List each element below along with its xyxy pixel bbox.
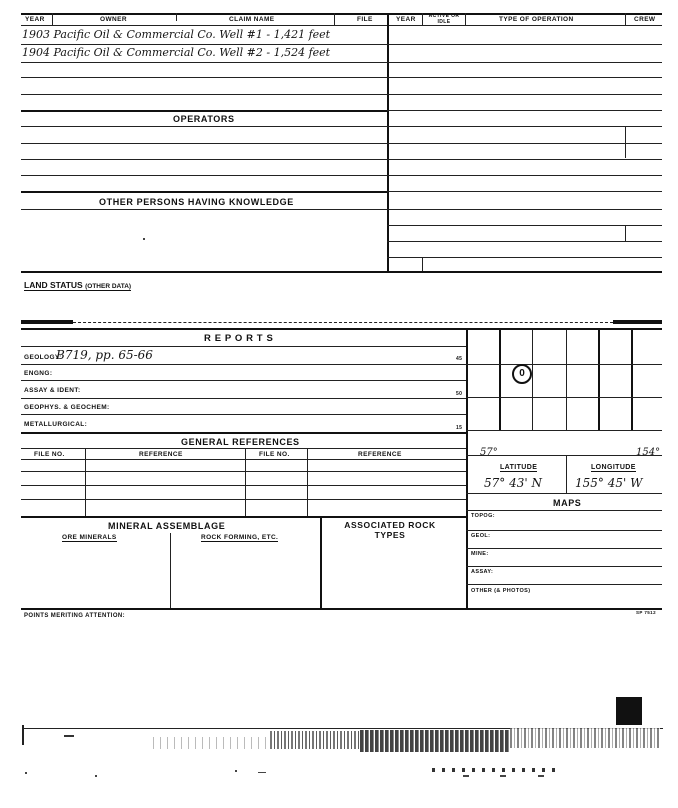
longitude-value: 155° 45' W <box>575 476 643 490</box>
gr-reference-1: REFERENCE <box>139 451 183 458</box>
report-metallurgical-label: METALLURGICAL: <box>24 421 88 428</box>
report-geology-num: 45 <box>456 356 463 362</box>
corner-left: 57° <box>480 447 498 458</box>
header-owner: OWNER <box>100 16 127 23</box>
maps-topog: TOPOG: <box>471 513 495 519</box>
mineral-assemblage-heading: MINERAL ASSEMBLAGE <box>108 521 226 531</box>
grid-mark <box>512 364 532 384</box>
gr-file-no-1: FILE NO. <box>34 451 65 458</box>
header-active-or-idle: ACTIVE OR IDLE <box>428 13 460 25</box>
points-meriting-attention: POINTS MERITING ATTENTION: <box>24 613 126 619</box>
report-geology-value: B719, pp. 65-66 <box>56 348 153 362</box>
gr-reference-2: REFERENCE <box>358 451 402 458</box>
maps-mine: MINE: <box>471 551 489 557</box>
report-metallurgical-num: 15 <box>456 425 463 431</box>
header-type-of-operation: TYPE OF OPERATION <box>499 16 574 23</box>
report-assay-num: 50 <box>456 391 463 397</box>
header-year: YEAR <box>25 16 45 23</box>
maps-other: OTHER (& PHOTOS) <box>471 588 531 594</box>
land-status-label: LAND STATUS <box>24 280 83 290</box>
corner-right: 154° <box>636 447 661 458</box>
report-engng-label: ENGNG: <box>24 370 53 377</box>
general-references-heading: GENERAL REFERENCES <box>181 437 300 447</box>
operators-heading: OPERATORS <box>173 114 235 124</box>
header-claim-name: CLAIM NAME <box>229 16 275 23</box>
report-assay-label: ASSAY & IDENT: <box>24 387 81 394</box>
ore-minerals-label: ORE MINERALS <box>62 534 117 541</box>
entry-row-1: 1903 Pacific Oil & Commercial Co. Well #1 - 1,421 feet <box>22 28 331 41</box>
maps-heading: MAPS <box>553 498 582 508</box>
maps-assay: ASSAY: <box>471 569 494 575</box>
maps-geol: GEOL: <box>471 533 491 539</box>
header-file: FILE <box>357 16 373 23</box>
reports-heading: R E P O R T S <box>204 333 274 344</box>
header-crew: CREW <box>634 16 656 23</box>
form-number: SP 7512 <box>636 610 656 615</box>
longitude-label: LONGITUDE <box>591 464 636 471</box>
header-year-right: YEAR <box>396 16 416 23</box>
latitude-label: LATITUDE <box>500 464 538 471</box>
associated-rock-types-label: ASSOCIATED ROCK TYPES <box>344 520 436 540</box>
gr-file-no-2: FILE NO. <box>259 451 290 458</box>
latitude-value: 57° 43' N <box>484 476 542 490</box>
report-geology-label: GEOLOGY: <box>24 354 62 361</box>
other-persons-heading: OTHER PERSONS HAVING KNOWLEDGE <box>99 197 294 207</box>
report-geophys-label: GEOPHYS. & GEOCHEM: <box>24 404 110 411</box>
grid-mark-text: 0 <box>519 368 525 379</box>
entry-row-2: 1904 Pacific Oil & Commercial Co. Well #2 - 1,524 feet <box>22 46 331 59</box>
land-status-sublabel: (OTHER DATA) <box>85 283 132 290</box>
rock-forming-label: ROCK FORMING, ETC. <box>201 534 279 541</box>
